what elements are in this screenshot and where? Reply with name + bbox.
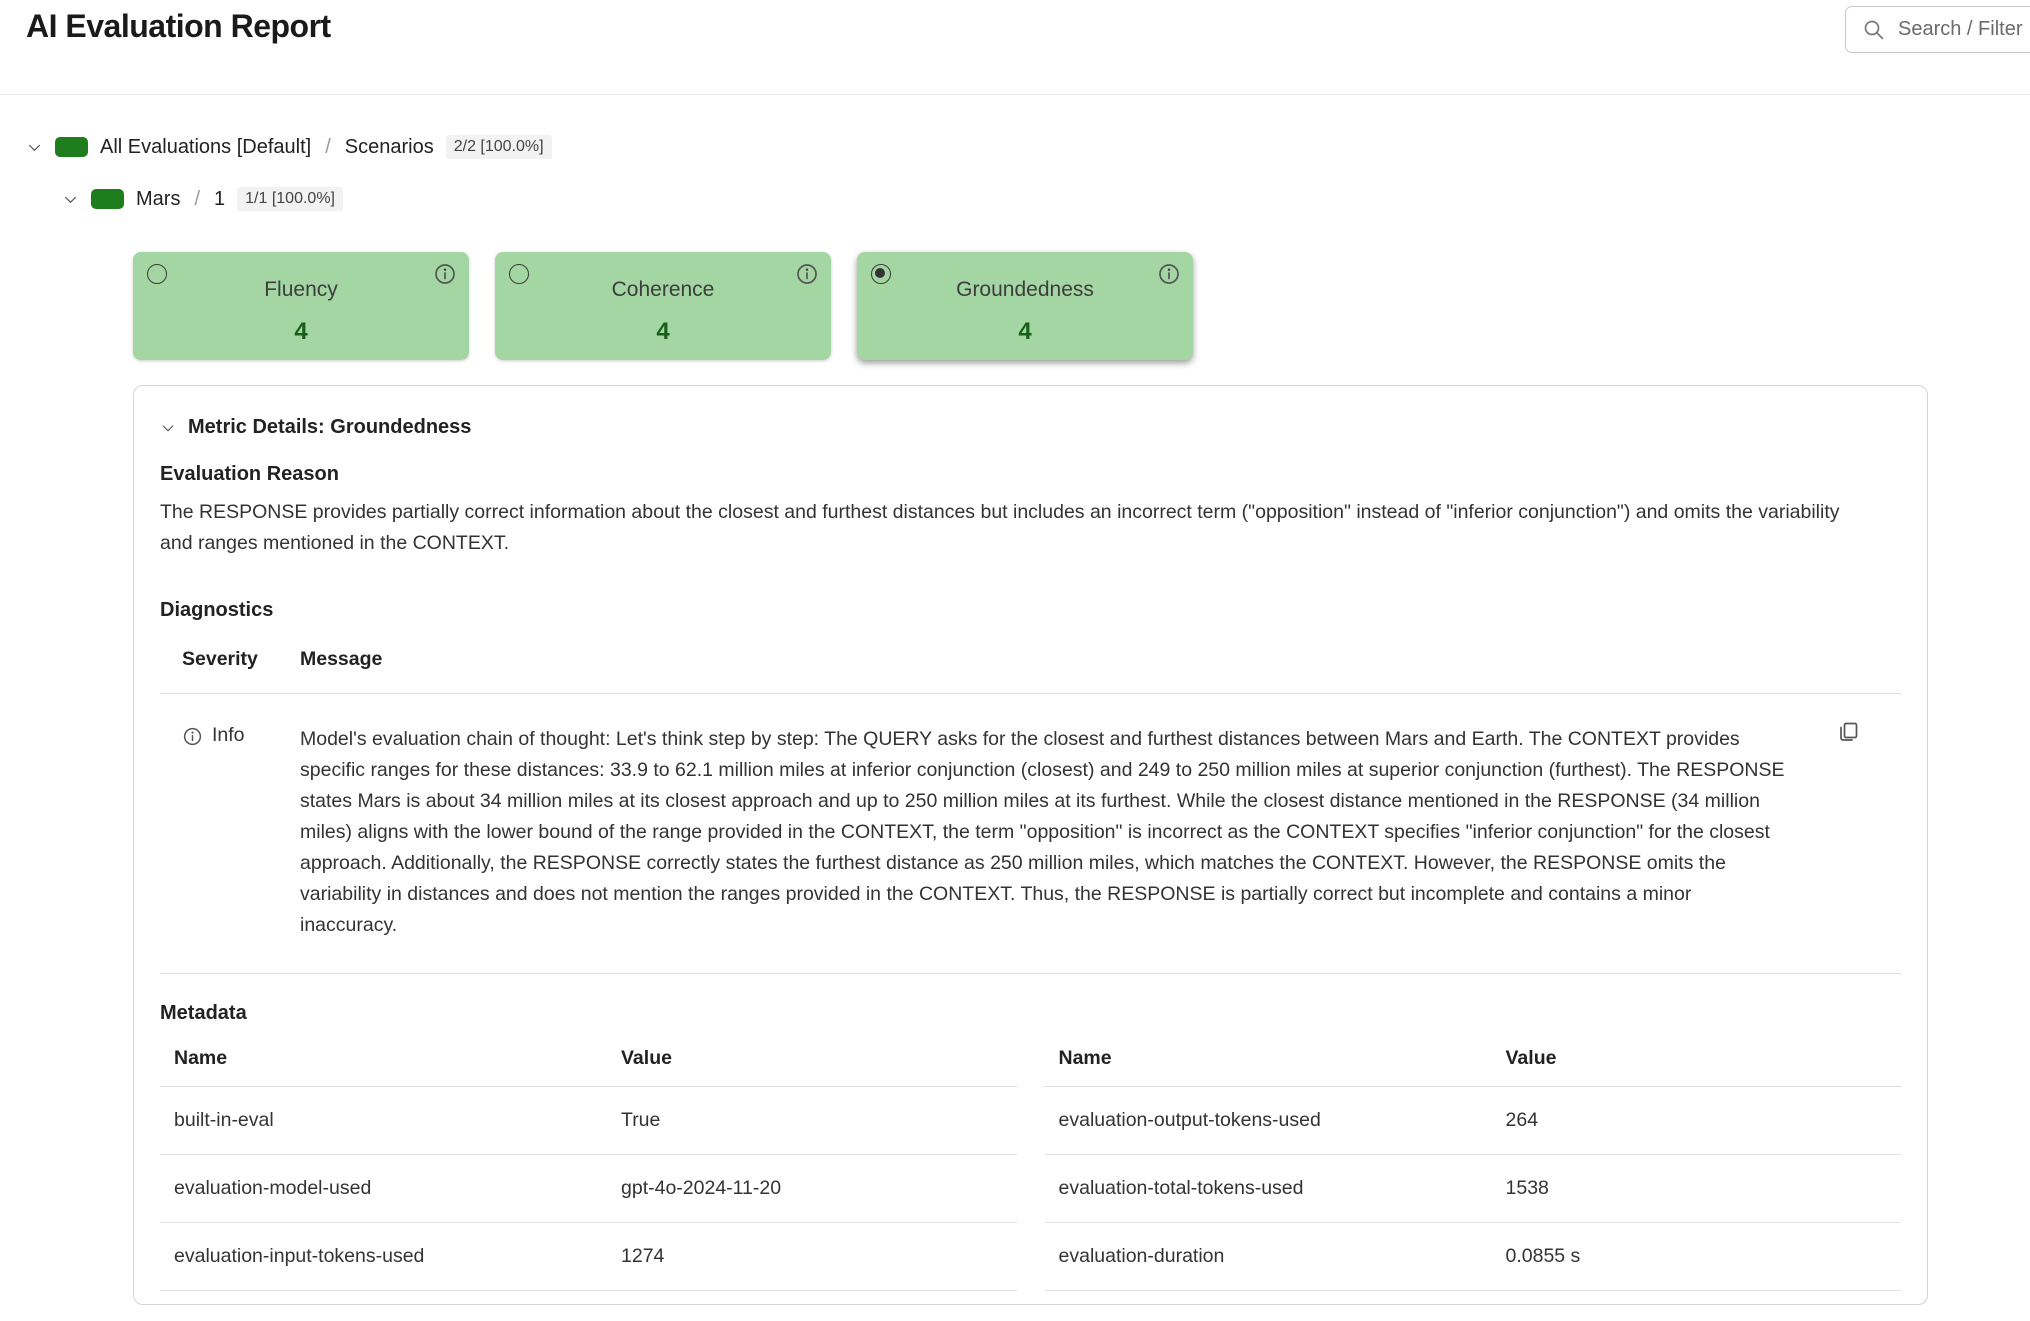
search-icon (1862, 18, 1886, 42)
tree-node-label[interactable]: Mars (136, 187, 181, 210)
chevron-down-icon[interactable] (160, 420, 176, 436)
page-title: AI Evaluation Report (26, 8, 331, 44)
metadata-value: 264 (1505, 1109, 1539, 1131)
metadata-value: True (621, 1109, 661, 1131)
metric-name: Groundedness (956, 278, 1094, 301)
metadata-name: built-in-eval (174, 1109, 274, 1131)
metric-score: 4 (294, 318, 308, 345)
tree-separator: / (325, 135, 331, 158)
diagnostics-row (160, 694, 1901, 974)
metric-card-coherence[interactable] (495, 252, 831, 360)
evaluation-reason-text: The RESPONSE provides partially correct information about the closest and furthest distances but includes an incorrect term ("opposition" instead of "inferior conjunction") and omits the variability and ranges mentioned in the CONTEXT. (160, 501, 1840, 554)
metadata-value: 1274 (621, 1245, 665, 1267)
message-column-header: Message (300, 648, 383, 670)
table-row (160, 1223, 1017, 1291)
value-column-header: Value (1505, 1047, 1557, 1069)
metadata-table-header (1045, 1033, 1902, 1087)
table-row (1045, 1223, 1902, 1291)
header (0, 0, 2030, 95)
metric-details-panel (133, 385, 1928, 1305)
pass-rate-badge: 1/1 [100.0%] (237, 187, 343, 211)
table-row (1045, 1155, 1902, 1223)
search-box[interactable] (1845, 6, 2030, 53)
metadata-heading: Metadata (160, 1002, 247, 1024)
metric-name: Fluency (264, 278, 338, 301)
tree-separator: / (194, 187, 201, 210)
metadata-name: evaluation-total-tokens-used (1058, 1177, 1304, 1199)
metadata-value: 0.0855 s (1505, 1245, 1581, 1267)
severity-column-header: Severity (182, 648, 258, 670)
copy-button[interactable] (1835, 720, 1861, 746)
metric-details-title: Metric Details: Groundedness (188, 416, 472, 438)
pass-rate-badge: 2/2 [100.0%] (446, 135, 552, 159)
metadata-name: evaluation-model-used (174, 1177, 372, 1199)
metric-details-header[interactable] (160, 416, 1901, 439)
diagnostics-table-header (160, 622, 1901, 694)
name-column-header: Name (1058, 1047, 1112, 1069)
metadata-tables (160, 1033, 1901, 1291)
value-column-header: Value (621, 1047, 672, 1069)
pass-status-chip (91, 189, 124, 209)
metadata-table-header (160, 1033, 1017, 1087)
chevron-down-icon[interactable] (26, 139, 43, 156)
info-icon (182, 726, 203, 747)
tree-row-all-evaluations (26, 132, 552, 162)
diagnostics-heading: Diagnostics (160, 599, 274, 621)
evaluation-reason-heading: Evaluation Reason (160, 463, 339, 485)
metadata-value: gpt-4o-2024-11-20 (621, 1177, 782, 1199)
table-row (1045, 1087, 1902, 1155)
pass-status-chip (55, 137, 88, 157)
tree-node-label[interactable]: All Evaluations [Default] (100, 135, 312, 158)
metric-score: 4 (656, 318, 670, 345)
search-input[interactable] (1898, 18, 2030, 41)
metric-card-fluency[interactable] (133, 252, 469, 360)
metadata-table-right (1045, 1033, 1902, 1291)
tree-node-sublabel[interactable]: Scenarios (344, 135, 434, 158)
tree-node-sublabel[interactable]: 1 (214, 187, 226, 210)
severity-cell (182, 724, 300, 941)
table-row (160, 1087, 1017, 1155)
tree-row-mars (62, 184, 343, 214)
chevron-down-icon[interactable] (62, 191, 79, 208)
metric-score: 4 (1018, 318, 1032, 345)
diagnostic-message: Model's evaluation chain of thought: Let's think step by step: The QUERY asks for the closest and furthest distances between Mars and Earth. The CONTEXT provides specific ranges for these distances: 33.9 to 62.1 million miles at inferior conjunction (closest) and 249 to 250 million miles at superior conjunction (furthest). The RESPONSE states Mars is about 34 million miles at its closest approach and up to 250 million miles at its furthest. While the closest distance mentioned in the RESPONSE (34 million miles) aligns with the lower bound of the range provided in the CONTEXT, the term "opposition" is incorrect as the CONTEXT specifies "inferior conjunction" for the closest approach. Additionally, the RESPONSE correctly states the furthest distance as 250 million miles, which matches the CONTEXT. However, the RESPONSE omits the variability in distances and does not mention the ranges provided in the CONTEXT. Thus, the RESPONSE is partially correct but incomplete and contains a minor inaccuracy. (300, 728, 1785, 936)
metadata-table-left (160, 1033, 1017, 1291)
metadata-name: evaluation-duration (1058, 1245, 1225, 1267)
copy-icon (1836, 720, 1860, 744)
name-column-header: Name (174, 1047, 228, 1069)
metric-name: Coherence (611, 278, 715, 301)
table-row (160, 1155, 1017, 1223)
metadata-value: 1538 (1505, 1177, 1549, 1199)
severity-label: Info (212, 724, 245, 746)
metric-card-groundedness[interactable] (857, 252, 1193, 360)
metadata-name: evaluation-input-tokens-used (174, 1245, 425, 1267)
metadata-name: evaluation-output-tokens-used (1058, 1109, 1321, 1131)
